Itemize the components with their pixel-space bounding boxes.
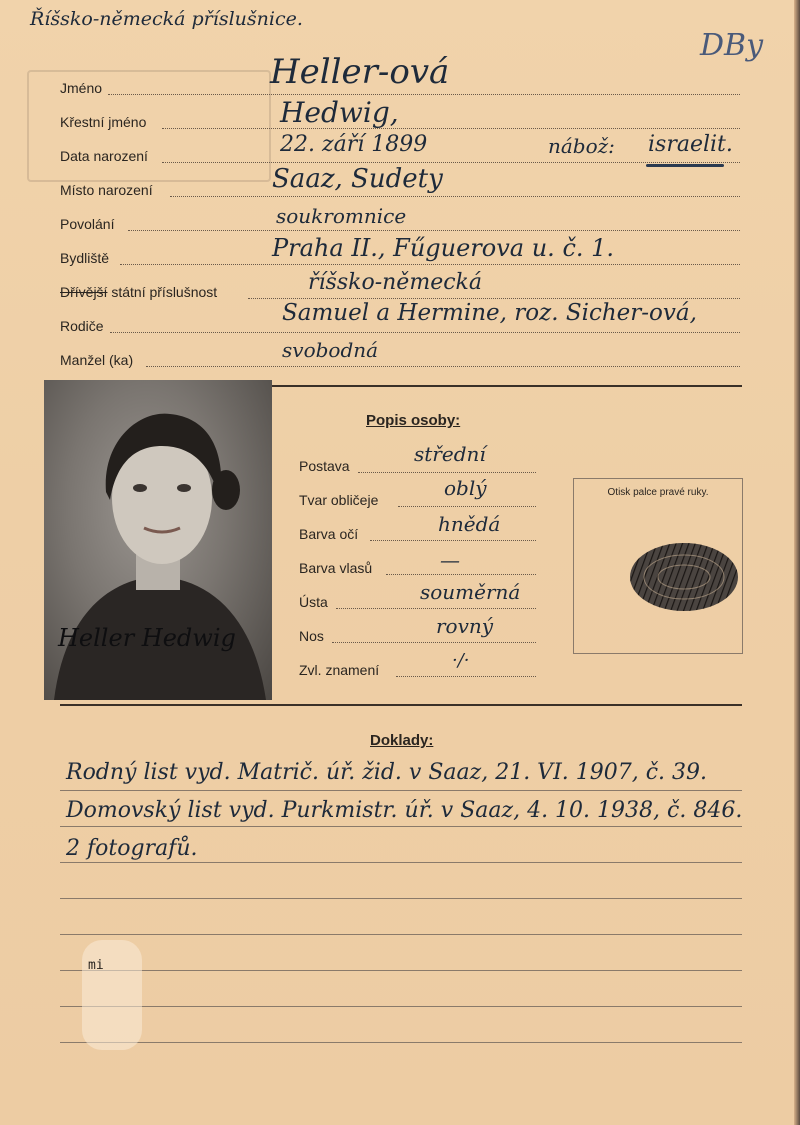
value-nabozenstvi: israelit.	[648, 132, 733, 157]
label-zvl-znameni: Zvl. znamení	[299, 662, 380, 678]
dotted-line	[162, 162, 740, 163]
label-povolani: Povolání	[60, 216, 115, 232]
label-nos: Nos	[299, 628, 324, 644]
dotted-line	[248, 298, 740, 299]
dotted-line	[108, 94, 740, 95]
ruled-line	[60, 970, 742, 971]
value-jmeno: Heller-ová	[270, 52, 450, 92]
value-misto-narozeni: Saaz, Sudety	[272, 164, 443, 194]
ruled-line	[60, 898, 742, 899]
ruled-line	[60, 862, 742, 863]
label-rodice: Rodiče	[60, 318, 104, 334]
ruled-line	[60, 934, 742, 935]
value-barva-oci: hnědá	[438, 512, 501, 536]
dotted-line	[162, 128, 740, 129]
dotted-line	[358, 472, 536, 473]
value-povolani: soukromnice	[276, 204, 407, 228]
struck-word: Dřívější	[60, 284, 108, 300]
section-divider	[60, 704, 742, 706]
label-misto-narozeni: Místo narození	[60, 182, 153, 198]
value-usta: souměrná	[420, 580, 521, 604]
dotted-line	[332, 642, 536, 643]
faded-stamp-area	[82, 940, 142, 1050]
dotted-line	[386, 574, 536, 575]
thumbprint-mark	[626, 539, 742, 615]
underline-mark	[646, 164, 724, 167]
value-rodice: Samuel a Hermine, roz. Sicher-ová,	[282, 300, 697, 326]
label-nabozenstvi: nábož:	[548, 134, 615, 158]
value-statni-prislusnost: říšsko-německá	[308, 270, 482, 295]
value-bydliste: Praha II., Fűguerova u. č. 1.	[272, 234, 615, 262]
documents-title: Doklady:	[370, 732, 434, 749]
label-jmeno: Jméno	[60, 80, 103, 96]
label-bydliste: Bydliště	[60, 250, 110, 266]
value-tvar-obliceje: oblý	[444, 476, 487, 500]
label-usta: Ústa	[299, 594, 328, 610]
label-manzel: Manžel (ka)	[60, 352, 134, 368]
document-line-2: Domovský list vyd. Purkmistr. úř. v Saaz, 4. 10. 1938, č. 846.	[66, 798, 743, 823]
dotted-line	[120, 264, 740, 265]
value-data-narozeni: 22. září 1899	[280, 132, 428, 157]
dotted-line	[170, 196, 740, 197]
dotted-line	[146, 366, 740, 367]
ruled-line	[60, 1006, 742, 1007]
page-edge-shadow	[794, 0, 800, 1125]
thumbprint-caption: Otisk palce pravé ruky.	[607, 487, 709, 498]
ruled-line	[60, 1042, 742, 1043]
dotted-line	[110, 332, 740, 333]
dotted-line	[398, 506, 536, 507]
ruled-line	[60, 790, 742, 791]
dotted-line	[336, 608, 536, 609]
photo-signature: Heller Hedwig	[58, 624, 236, 652]
thumbprint-box	[573, 478, 743, 654]
corner-mark: DBy	[700, 28, 764, 63]
portrait-photo	[44, 380, 272, 700]
dotted-line	[370, 540, 536, 541]
value-postava: střední	[414, 442, 486, 466]
label-text: státní příslušnost	[111, 284, 218, 300]
value-nos: rovný	[436, 614, 494, 638]
description-title: Popis osoby:	[366, 412, 461, 429]
label-krestni-jmeno: Křestní jméno	[60, 114, 147, 130]
value-manzel: svobodná	[282, 338, 379, 362]
dotted-line	[128, 230, 740, 231]
label-barva-vlasu: Barva vlasů	[299, 560, 373, 576]
label-data-narozeni: Data narození	[60, 148, 148, 164]
label-tvar-obliceje: Tvar obličeje	[299, 492, 379, 508]
dotted-line	[396, 676, 536, 677]
label-statni-prislusnost	[60, 284, 217, 300]
ruled-line	[60, 826, 742, 827]
handwritten-title: Říšsko-německá příslušnice.	[30, 8, 303, 30]
value-barva-vlasu: —	[440, 548, 460, 572]
label-barva-oci: Barva očí	[299, 526, 359, 542]
portrait-illustration	[44, 380, 272, 700]
label-postava: Postava	[299, 458, 350, 474]
value-krestni-jmeno: Hedwig,	[280, 96, 399, 129]
value-zvl-znameni: ·/·	[452, 650, 470, 671]
document-line-1: Rodný list vyd. Matrič. úř. žid. v Saaz, 21. VI. 1907, č. 39.	[66, 760, 708, 785]
stamp-fragment: mi	[88, 958, 104, 973]
document-line-3: 2 fotografů.	[66, 836, 198, 861]
